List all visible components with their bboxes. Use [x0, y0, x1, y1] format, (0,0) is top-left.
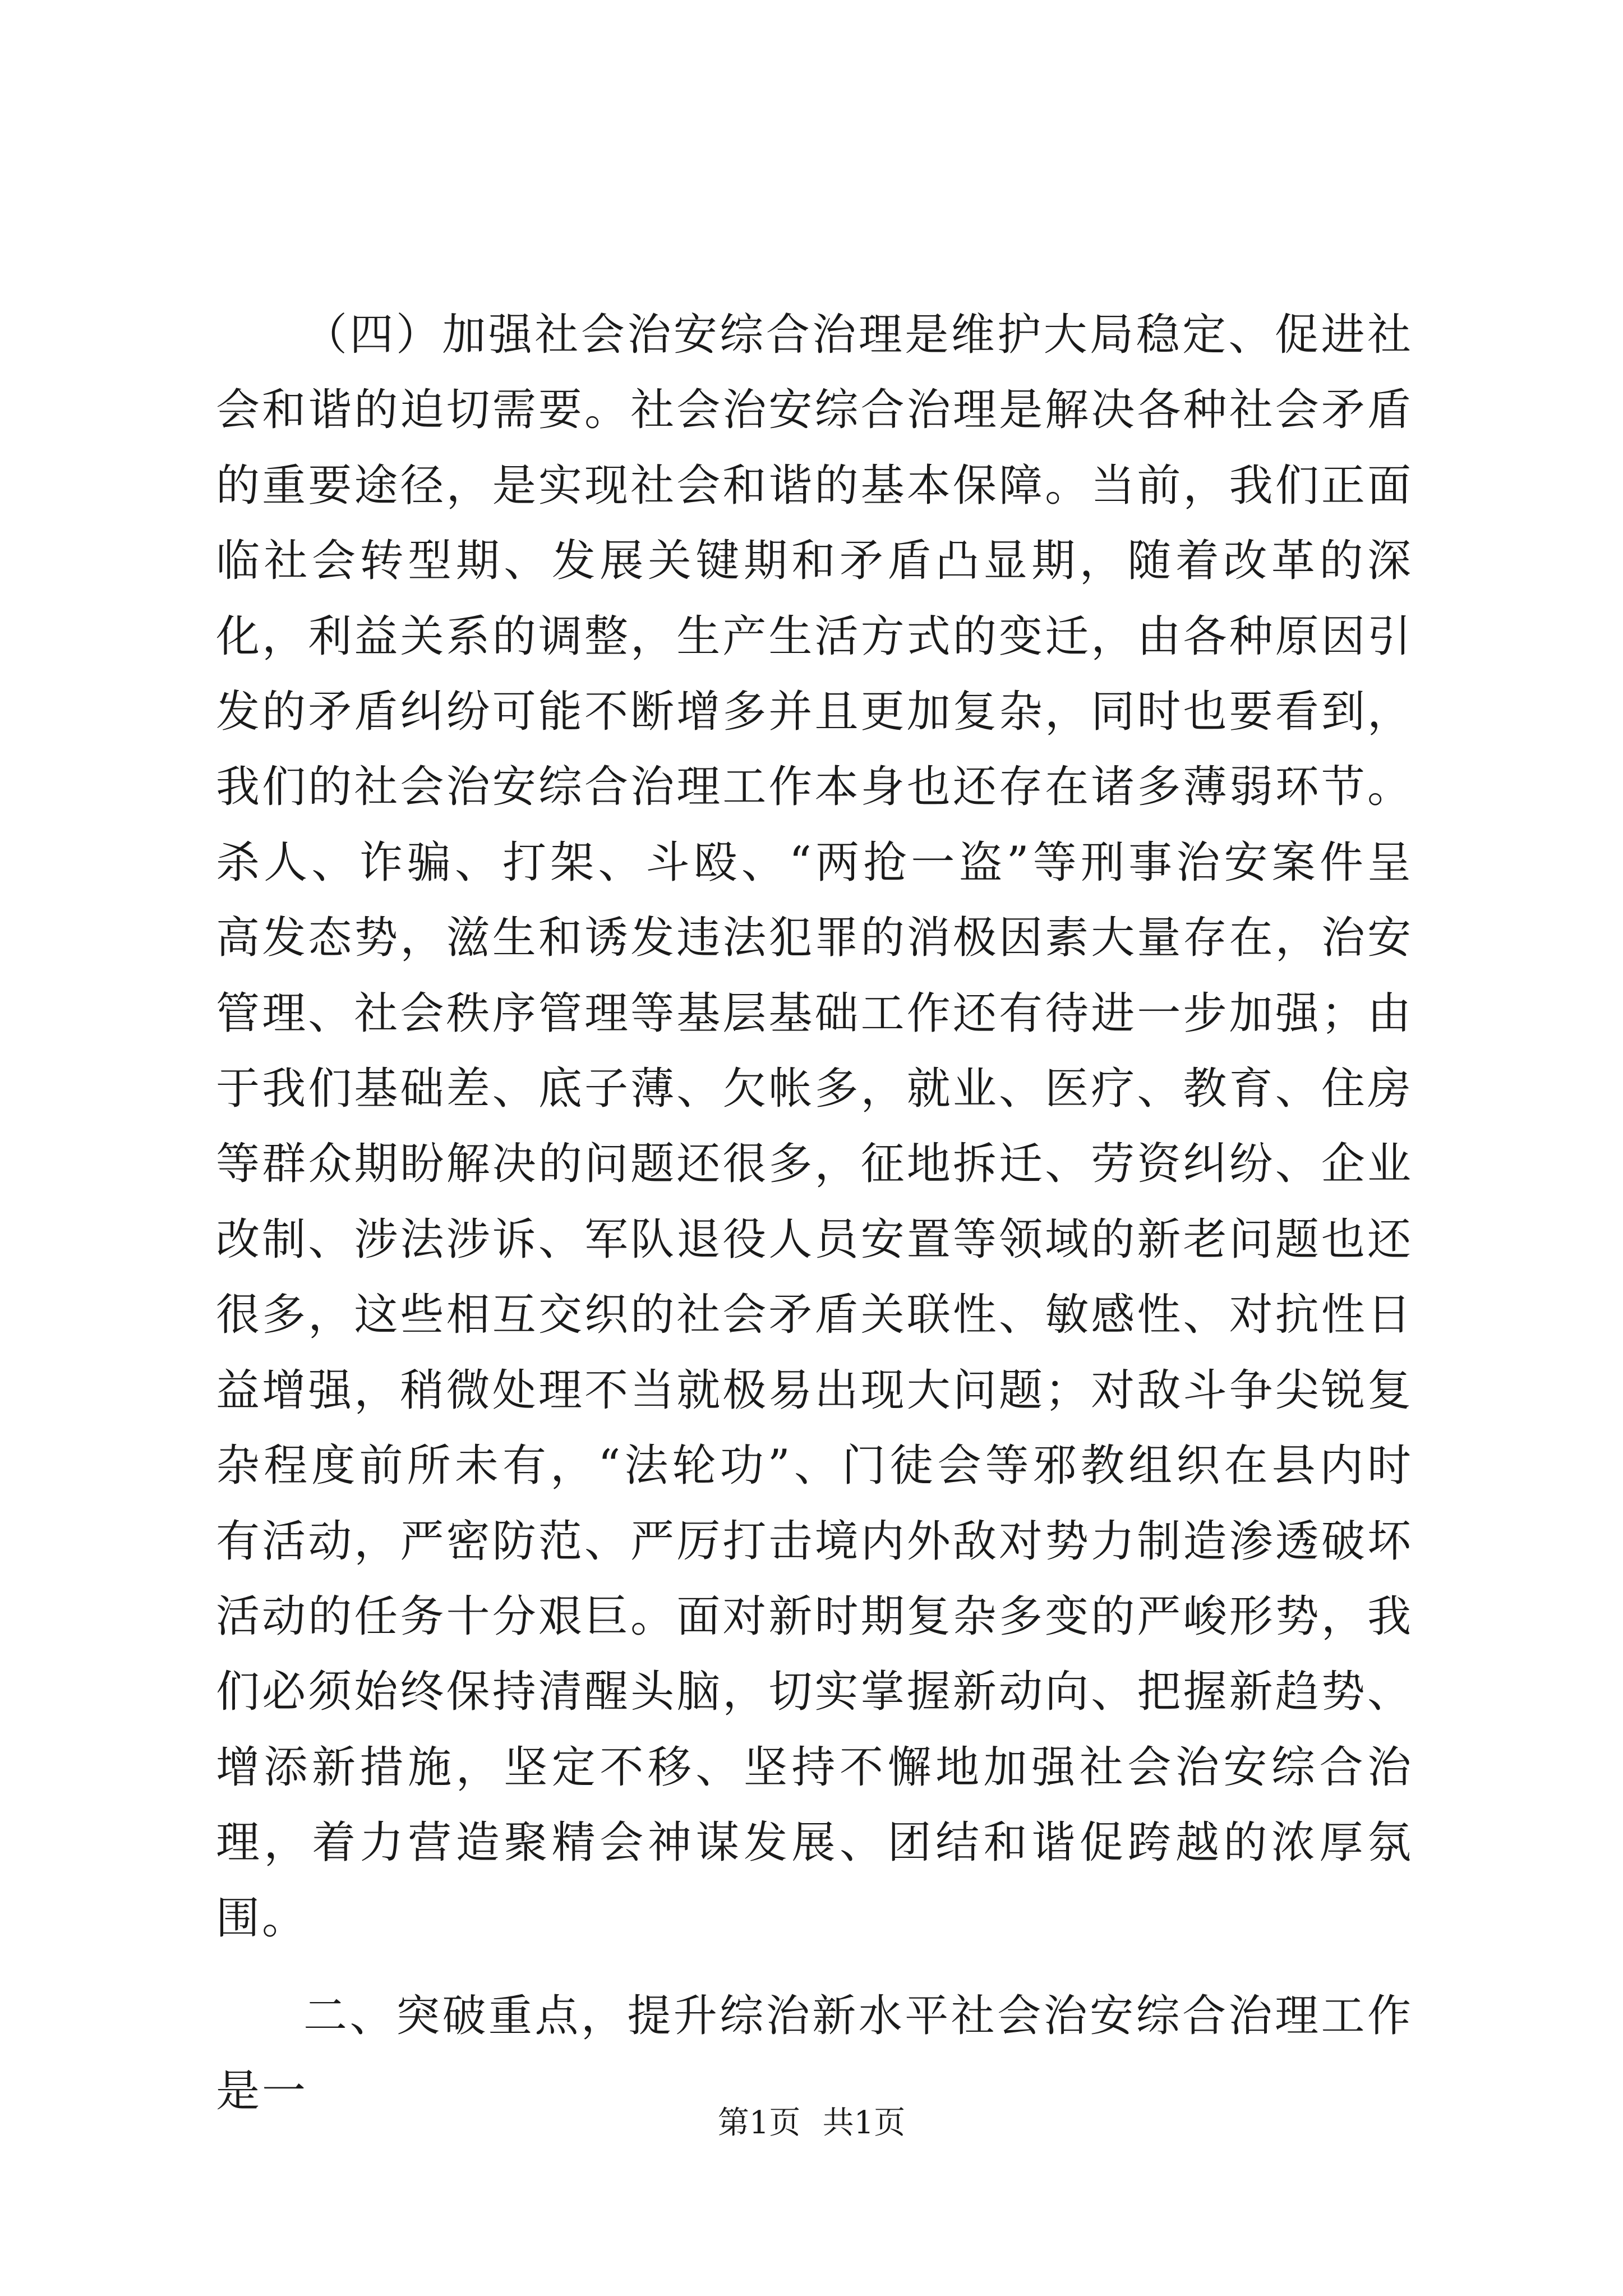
paragraph-section-four: （四）加强社会治安综合治理是维护大局稳定、促进社会和谐的迫切需要。社会治安综合治理是解决各种社会矛盾的重要途径，是实现社会和谐的基本保障。当前，我们正面临社会转型期、发展关键期和矛盾凸显期，随着改革的深化，利益关系的调整，生产生活方式的变迁，由各种原因引发的矛盾纠纷可能不断增多并且更加复杂，同时也要看到，我们的社会治安综合治理工作本身也还存在诸多薄弱环节。杀人、诈骗、打架、斗殴、“两抢一盗”等刑事治安案件呈高发态势，滋生和诱发违法犯罪的消极因素大量存在，治安管理、社会秩序管理等基层基础工作还有待进一步加强；由于我们基础差、底子薄、欠帐多，就业、医疗、教育、住房等群众期盼解决的问题还很多，征地拆迁、劳资纠纷、企业改制、涉法涉诉、军队退役人员安置等领域的新老问题也还很多，这些相互交织的社会矛盾关联性、敏感性、对抗性日益增强，稍微处理不当就极易出现大问题；对敌斗争尖锐复杂程度前所未有，“法轮功”、门徒会等邪教组织在县内时有活动，严密防范、严厉打击境内外敌对势力制造渗透破坏活动的任务十分艰巨。面对新时期复杂多变的严峻形势，我们必须始终保持清醒头脑，切实掌握新动向、把握新趋势、增添新措施，坚定不移、坚持不懈地加强社会治安综合治理，着力营造聚精会神谋发展、团结和谐促跨越的浓厚氛围。: [216, 310, 1413, 1944]
page-footer: [0, 2101, 1623, 2146]
page-total: 共1页: [822, 2105, 906, 2141]
paragraph-section-two-heading: 二、突破重点，提升综治新水平社会治安综合治理工作是一: [216, 1990, 1413, 2117]
document-body: [216, 297, 1413, 2129]
page-number: 第1页: [717, 2105, 801, 2141]
